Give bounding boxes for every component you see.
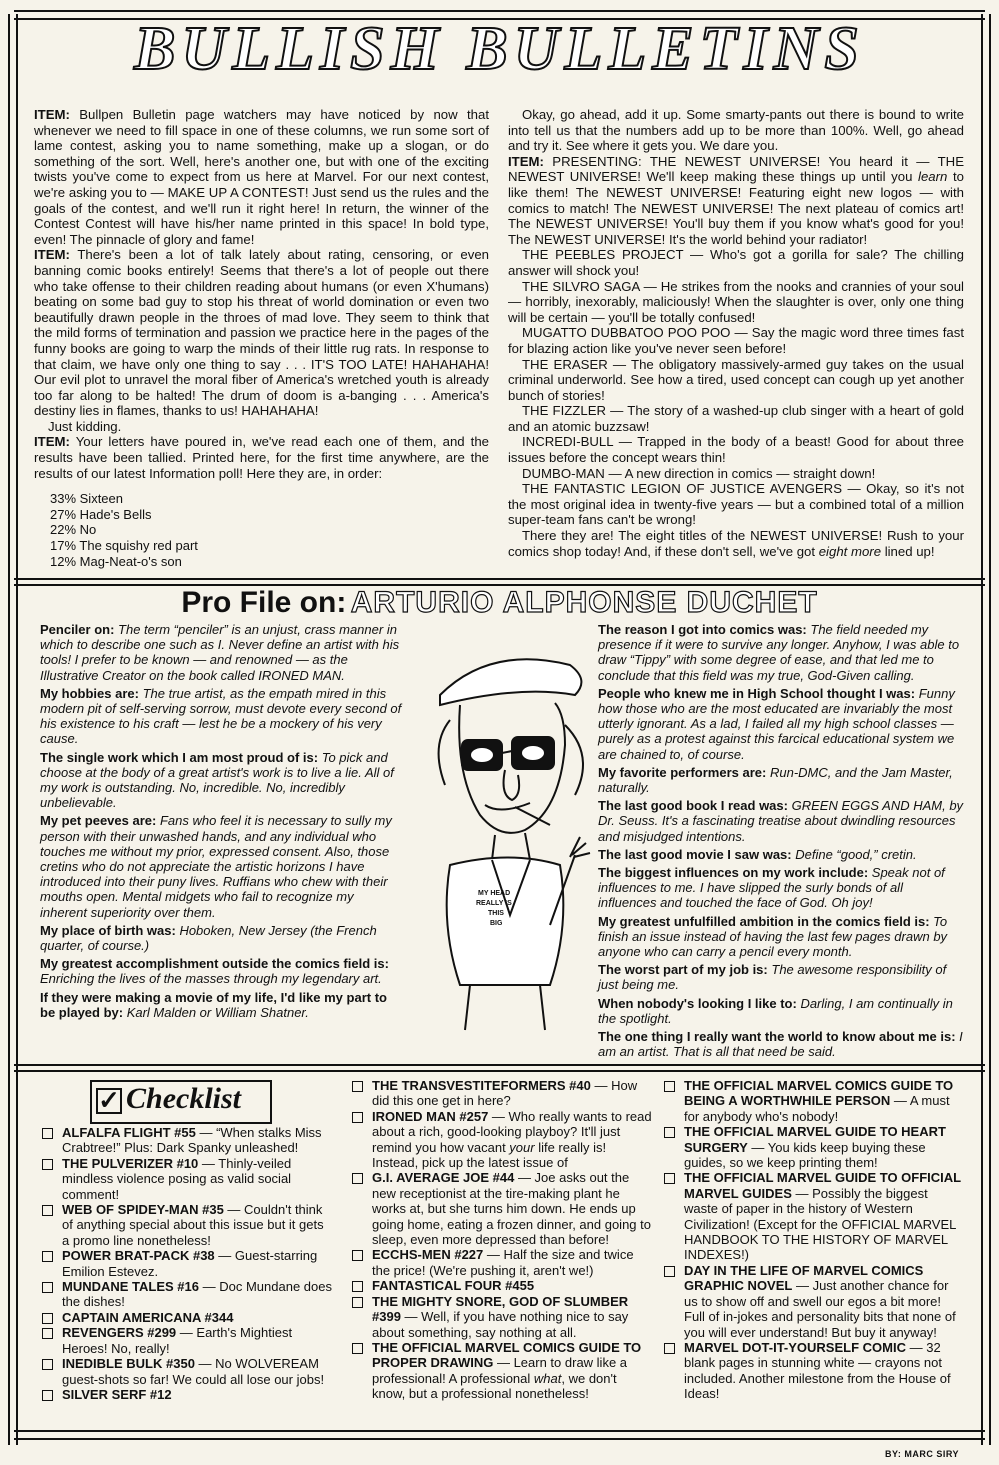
- right-border: [981, 14, 991, 1445]
- checkbox-icon[interactable]: [664, 1081, 675, 1092]
- checkbox-icon[interactable]: [664, 1343, 675, 1354]
- bulletin-item: Okay, go ahead, add it up. Some smarty-pants out there is bound to write into tell us that the numbers add up to be more than 100%. Well, go ahead and try it. See where it gets you. We dare you.: [508, 107, 964, 154]
- universe-title: THE FANTASTIC LEGION OF JUSTICE AVENGERS — Okay, so it's not the most original idea in twenty-five years — but a combined total of a million super-team fans can't be wrong!: [508, 481, 964, 528]
- profile-entry: My greatest accomplishment outside the comics field is: Enriching the lives of the masses through my legendary art.: [40, 956, 389, 987]
- checklist-item: FANTASTICAL FOUR #455: [352, 1278, 652, 1293]
- checklist-item: SILVER SERF #12: [42, 1387, 334, 1402]
- checklist-item: THE OFFICIAL MARVEL COMICS GUIDE TO BEING A WORTHWHILE PERSON — A must for anybody who's nobody!: [664, 1078, 964, 1124]
- profile-entry: People who knew me in High School thought I was: Funny how those who are the most educated are invariably the most utterly ignorant. As a lad, I failed all my high school classes — purely as a protest against this farcical educational system we are chained to, of course.: [598, 685, 955, 762]
- checkbox-icon[interactable]: [42, 1390, 53, 1401]
- checkbox-icon[interactable]: [352, 1297, 363, 1308]
- profile-entry: My place of birth was: Hoboken, New Jersey (the French quarter, of course.): [40, 922, 377, 954]
- checklist-item: MUNDANE TALES #16 — Doc Mundane does the dishes!: [42, 1279, 334, 1310]
- shirt-text-line: MY HEAD: [478, 890, 511, 897]
- bottom-border: [14, 1430, 985, 1440]
- profile-entry: The single work which I am most proud of is: To pick and choose at the body of a great artist's work is to live a lie. All of my work is outstanding. No, incredible. No, incredibly unbelievable.: [40, 749, 394, 811]
- bulletin-item: ITEM: PRESENTING: THE NEWEST UNIVERSE! You heard it — THE NEWEST UNIVERSE! We'll keep making these things up until you learn to like them! The NEWEST UNIVERSE! Featuring eight new logos — with comics to match! The NEWEST UNIVERSE! The next plateau of comics art! The NEWEST UNIVERSE! You'll buy them if you know what's good for you! The NEWEST UNIVERSE! It's the world behind your radiator!: [508, 153, 964, 247]
- checklist-item: MARVEL DOT-IT-YOURSELF COMIC — 32 blank pages in stunning white — crayons not included. Another milestone from the House of Ideas!: [664, 1340, 964, 1402]
- checklist-item: REVENGERS #299 — Earth's Mightiest Heroes! No, really!: [42, 1325, 334, 1356]
- page-title: BULLISH BULLETINS: [134, 15, 865, 83]
- poll-result: 33% Sixteen: [50, 491, 123, 507]
- bulletin-item: Just kidding.: [48, 418, 122, 434]
- profile-entry: My hobbies are: The true artist, as the empath mired in this modern pit of self-serving sorrow, must devote every second of his existence to his craft — lest he be a mockery of his very cause.: [40, 685, 402, 747]
- checklist-item: THE OFFICIAL MARVEL GUIDE TO HEART SURGERY — You kids keep buying these guides, so we keep printing them!: [664, 1124, 964, 1170]
- checklist-item: THE OFFICIAL MARVEL GUIDE TO OFFICIAL MARVEL GUIDES — Possibly the biggest waste of paper in the history of Western Civilization! (Except for the OFFICIAL MARVEL HANDBOOK TO THE HISTORY OF MARVEL INDEXES!): [664, 1170, 964, 1262]
- checkbox-icon[interactable]: [42, 1328, 53, 1339]
- checklist-item: INEDIBLE BULK #350 — No WOLVEREAM guest-shots so far! We could all lose our jobs!: [42, 1356, 334, 1387]
- checkbox-icon[interactable]: [42, 1359, 53, 1370]
- profile-header: [0, 586, 999, 620]
- poll-result: 27% Hade's Bells: [50, 506, 152, 522]
- checkbox-icon[interactable]: [352, 1250, 363, 1261]
- checkbox-icon[interactable]: [352, 1343, 363, 1354]
- checklist-item: THE OFFICIAL MARVEL COMICS GUIDE TO PROPER DRAWING — Learn to draw like a professional! A professional what, we don't know, but a professional nonetheless!: [352, 1340, 652, 1402]
- universe-title: MUGATTO DUBBATOO POO POO — Say the magic word three times fast for blazing action like you've never seen before!: [508, 325, 964, 356]
- checklist-item: IRONED MAN #257 — Who really wants to read about a rich, good-looking playboy? It'll just remind you how vacant your life really is! Instead, pick up the latest issue of: [352, 1109, 652, 1171]
- checkbox-icon[interactable]: [42, 1313, 53, 1324]
- profile-entry: The one thing I really want the world to know about me is: I am an artist. That is all that need be said.: [598, 1029, 963, 1060]
- profile-label: Pro File on:: [181, 586, 347, 619]
- checklist-item: ALFALFA FLIGHT #55 — “When stalks Miss Crabtree!” Plus: Dark Spanky unleashed!: [42, 1125, 334, 1156]
- bulletins-left-column: [34, 107, 489, 569]
- profile-entry: The last good book I read was: GREEN EGGS AND HAM, by Dr. Seuss. It's a fascinating treatise about dwindling resources and misjudged intentions.: [598, 798, 964, 844]
- checklist-item: THE TRANSVESTITEFORMERS #40 — How did this one get in here?: [352, 1078, 652, 1109]
- checkbox-icon[interactable]: [42, 1251, 53, 1262]
- shirt-text-line: BIG: [490, 920, 503, 927]
- artist-credit: BY: MARC SIRY: [885, 1449, 959, 1459]
- checkbox-icon[interactable]: [42, 1205, 53, 1216]
- checklist-item: G.I. AVERAGE JOE #44 — Joe asks out the new receptionist at the tire-making plant he works at, but she turns him down. He ends up going home, eating a frozen dinner, and going to sleep, even more depressed than before!: [352, 1170, 652, 1247]
- masthead: [0, 15, 999, 83]
- checklist-item: CAPTAIN AMERICANA #344: [42, 1310, 334, 1325]
- checklist-item: THE PULVERIZER #10 — Thinly-veiled mindless violence posing as valid social comment!: [42, 1156, 334, 1202]
- universe-title: THE FIZZLER — The story of a washed-up club singer with a heart of gold and an atomic buzzsaw!: [508, 403, 964, 434]
- profile-name: ARTURIO ALPHONSE DUCHET: [350, 586, 818, 619]
- checklist-column-3: [664, 1078, 964, 1402]
- universe-title: INCREDI-BULL — Trapped in the body of a beast! Good for about three issues before the concept wears thin!: [508, 434, 964, 466]
- shirt-text-line: REALLY IS: [476, 900, 512, 907]
- checklist-column-2: [352, 1078, 652, 1402]
- universe-title: THE ERASER — The obligatory massively-armed guy takes on the usual criminal underworld. See how a tired, used concept can cough up yet another bunch of stories!: [508, 356, 964, 403]
- profile-entry: When nobody's looking I like to: Darling, I am continually in the spotlight.: [598, 995, 953, 1026]
- profile-left-column: [40, 622, 402, 1023]
- profile-entry: The reason I got into comics was: The field needed my presence if it were to survive any longer. Anyhow, I was able to draw “Tippy” with some degree of ease, and that led me to conclude that this field was my true, God-Given calling.: [598, 622, 960, 683]
- bulletins-right-column: [508, 107, 964, 559]
- checkbox-icon[interactable]: [42, 1159, 53, 1170]
- bulletin-item: ITEM: There's been a lot of talk lately about rating, censoring, or even banning comic books entirely! Seems that there's a lot of people out there who take offense to their children reading about humans (or even X'humans) beating on some bad guy to stop his threat of world domination or even two beautifully drawn people in the throes of mad love. They seem to think that the mild forms of termination and passion we practice here in the pages of the funny books are going to warp the minds of their little rug rats. In response to that claim, we have only one thing to say . . . IT'S TOO LATE! HAHAHAHA! Our evil plot to unravel the moral fiber of America's wretched youth is already too far along to be halted! The drum of doom is a-banging . . . America's destiny lies in flames, thanks to us! HAHAHAHA!: [34, 247, 489, 419]
- checklist-item: THE MIGHTY SNORE, GOD OF SLUMBER #399 — Well, if you have nothing nice to say about something, say nothing at all.: [352, 1294, 652, 1340]
- profile-entry: If they were making a movie of my life, I'd like my part to be played by: Karl Malden or William Shatner.: [40, 989, 387, 1020]
- checkbox-icon[interactable]: [352, 1112, 363, 1123]
- universe-title: THE SILVRO SAGA — He strikes from the nooks and crannies of your soul — horribly, inexorably, maliciously! When the slaughter is over, only one thing will be certain — you'll be totally confused!: [508, 278, 964, 325]
- checkbox-icon[interactable]: [664, 1173, 675, 1184]
- checklist-logo: [90, 1080, 272, 1124]
- checkbox-icon[interactable]: [352, 1281, 363, 1292]
- checklist-item: DAY IN THE LIFE OF MARVEL COMICS GRAPHIC NOVEL — Just another chance for us to show off and swell our egos a bit more! Full of in-jokes and personality bits that none of you will ever understand! But buy it anyway!: [664, 1263, 964, 1340]
- poll-results: [50, 491, 489, 569]
- section-rule-profile: [14, 578, 985, 586]
- checkbox-icon[interactable]: [42, 1282, 53, 1293]
- caricature-illustration: [400, 625, 605, 1035]
- checklist-item: WEB OF SPIDEY-MAN #35 — Couldn't think of anything special about this issue but it gets a promo line nonetheless!: [42, 1202, 334, 1248]
- profile-entry: My favorite performers are: Run-DMC, and the Jam Master, naturally.: [598, 764, 953, 796]
- poll-result: 22% No: [50, 522, 97, 538]
- universe-title: DUMBO-MAN — A new direction in comics — straight down!: [522, 465, 876, 481]
- bulletin-item: ITEM: Your letters have poured in, we've read each one of them, and the results have been tallied. Printed here, for the first time anywhere, are the results of our latest Information poll! Here they are, in order:: [34, 434, 489, 481]
- bulletin-closing: There they are! The eight titles of the NEWEST UNIVERSE! Rush to your comics shop today! And, if these don't sell, we've got eight more lined up!: [508, 528, 964, 559]
- checklist-column-1: [42, 1125, 334, 1402]
- checklist-item: ECCHS-MEN #227 — Half the size and twice the price! (We're pushing it, aren't we!): [352, 1247, 652, 1278]
- bulletin-item: ITEM: Bullpen Bulletin page watchers may have noticed by now that whenever we need to fill space in one of these columns, we run some sort of lame contest, asking you to name something, make up a slogan, or do something of the sort. Well, here's another one, but with one of the exciting twists you've come to expect from us here at Marvel. For our next contest, we're asking you to — MAKE UP A CONTEST! Just send us the rules and the goals of the contest, and we'll run it right here! In return, the winner of the Contest Contest will have his/her name printed in this space! In bold type, even! The pinnacle of glory and fame!: [34, 107, 489, 247]
- profile-entry: The biggest influences on my work include: Speak not of influences to me. I have slipped the surly bonds of all influences and touched the face of God. Oh joy!: [598, 865, 945, 911]
- profile-entry: My greatest unfulfilled ambition in the comics field is: To finish an issue instead of having the last few pages drawn by anyone who can carry a pencil every month.: [598, 913, 948, 960]
- left-border: [8, 14, 18, 1445]
- checkbox-icon[interactable]: [42, 1128, 53, 1139]
- checkbox-icon[interactable]: [352, 1081, 363, 1092]
- poll-result: 12% Mag-Neat-o's son: [50, 553, 182, 569]
- checkmark-icon: ✓: [96, 1088, 122, 1114]
- profile-right-column: [598, 622, 964, 1062]
- checklist-title: Checklist: [126, 1082, 242, 1115]
- profile-entry: The worst part of my job is: The awesome responsibility of just being me.: [598, 962, 947, 993]
- profile-entry: My pet peeves are: Fans who feel it is necessary to sully my person with their unwashed hands, and any individual who touches me without my prior, expressed consent. Also, those cretins who do not appreciate the artistic horizons I have introduced into their puny lives. Ruffians who chew with their mouths open. Mental midgets who fail to recognize my inherent superiority over them.: [40, 813, 392, 920]
- profile-entry: The last good movie I saw was: Define “good,” cretin.: [598, 846, 917, 862]
- section-rule-checklist: [14, 1064, 985, 1072]
- poll-result: 17% The squishy red part: [50, 538, 198, 554]
- checkbox-icon[interactable]: [664, 1266, 675, 1277]
- shirt-text-line: THIS: [488, 910, 504, 917]
- profile-entry: Penciler on: The term “penciler” is an unjust, crass manner in which to describe one such as I. Never define an artist with his tools! I prefer to be known — and renowned — as the Illustrative Creator on the book called IRONED MAN.: [40, 622, 400, 683]
- universe-title: THE PEEBLES PROJECT — Who's got a gorilla for sale? The chilling answer will shock you!: [508, 247, 964, 278]
- checklist-item: POWER BRAT-PACK #38 — Guest-starring Emilion Estevez.: [42, 1248, 334, 1279]
- checkbox-icon[interactable]: [352, 1173, 363, 1184]
- checkbox-icon[interactable]: [664, 1127, 675, 1138]
